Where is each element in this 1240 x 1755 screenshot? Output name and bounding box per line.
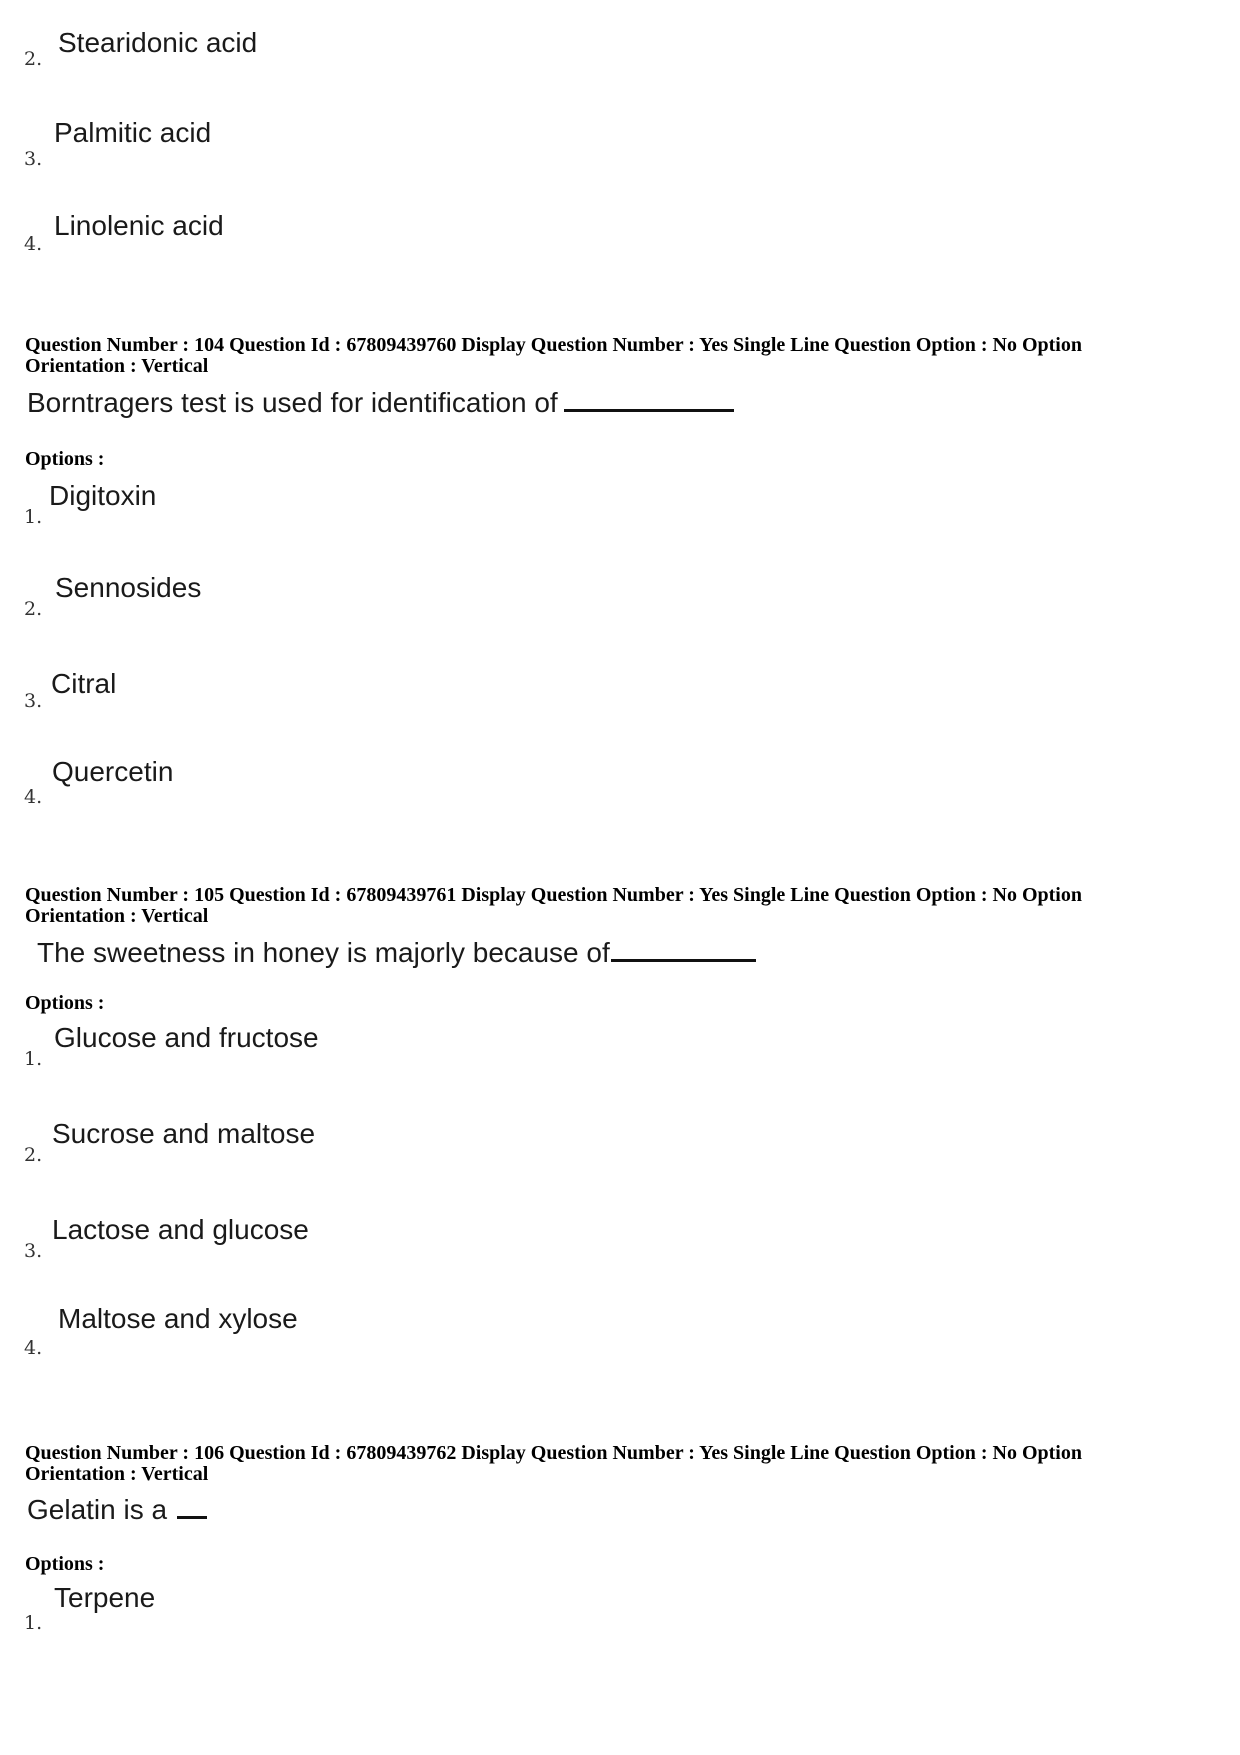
question-text: The sweetness in honey is majorly because of bbox=[37, 937, 610, 968]
prev-option-3 bbox=[0, 115, 700, 175]
option-number: 3. bbox=[24, 690, 43, 712]
option-text: Quercetin bbox=[52, 756, 174, 787]
q104-option-3[interactable] bbox=[0, 668, 700, 728]
option-text: Lactose and glucose bbox=[52, 1214, 309, 1245]
option-text: Palmitic acid bbox=[54, 117, 212, 148]
option-text: Stearidonic acid bbox=[58, 27, 258, 58]
option-text: Terpene bbox=[54, 1582, 156, 1613]
option-number: 4. bbox=[24, 233, 43, 255]
question-meta-105 bbox=[25, 885, 1205, 927]
q106-option-1[interactable] bbox=[0, 1582, 700, 1642]
question-meta-106 bbox=[25, 1443, 1205, 1485]
option-text: Sennosides bbox=[55, 572, 202, 603]
answer-blank bbox=[177, 1492, 207, 1519]
q104-option-1[interactable] bbox=[0, 480, 700, 540]
option-number: 1. bbox=[24, 1612, 43, 1634]
q105-option-4[interactable] bbox=[0, 1303, 700, 1363]
options-label: Options : bbox=[25, 448, 105, 470]
option-number: 3. bbox=[24, 148, 43, 170]
question-meta-line2: Orientation : Vertical bbox=[25, 355, 209, 377]
option-number: 1. bbox=[24, 506, 43, 528]
question-meta-line2: Orientation : Vertical bbox=[25, 1463, 209, 1485]
option-text: Sucrose and maltose bbox=[52, 1118, 316, 1149]
option-text: Digitoxin bbox=[49, 480, 157, 511]
options-label: Options : bbox=[25, 1553, 105, 1575]
prev-option-2 bbox=[0, 25, 700, 85]
question-meta-line1: Question Number : 106 Question Id : 67809439762 Display Question Number : Yes Single Line Question Option : No Option bbox=[25, 1442, 1082, 1464]
question-text: Borntragers test is used for identification of bbox=[27, 387, 558, 418]
answer-blank bbox=[611, 935, 756, 962]
question-text-106 bbox=[27, 1492, 207, 1526]
option-number: 1. bbox=[24, 1048, 43, 1070]
question-meta-line2: Orientation : Vertical bbox=[25, 905, 209, 927]
question-meta-104 bbox=[25, 335, 1205, 377]
option-number: 2. bbox=[24, 1144, 43, 1166]
option-text: Maltose and xylose bbox=[58, 1303, 298, 1334]
option-number: 4. bbox=[24, 786, 43, 808]
option-text: Linolenic acid bbox=[54, 210, 224, 241]
q104-option-2[interactable] bbox=[0, 572, 700, 632]
option-number: 2. bbox=[24, 48, 43, 70]
question-meta-line1: Question Number : 104 Question Id : 67809439760 Display Question Number : Yes Single Line Question Option : No Option bbox=[25, 334, 1082, 356]
q104-option-4[interactable] bbox=[0, 756, 700, 816]
option-number: 2. bbox=[24, 598, 43, 620]
q105-option-1[interactable] bbox=[0, 1022, 700, 1082]
q105-option-3[interactable] bbox=[0, 1214, 700, 1274]
option-text: Glucose and fructose bbox=[54, 1022, 319, 1053]
options-label: Options : bbox=[25, 992, 105, 1014]
option-number: 4. bbox=[24, 1337, 43, 1359]
question-meta-line1: Question Number : 105 Question Id : 67809439761 Display Question Number : Yes Single Line Question Option : No Option bbox=[25, 884, 1082, 906]
question-text: Gelatin is a bbox=[27, 1494, 168, 1525]
question-text-104 bbox=[27, 385, 734, 419]
prev-option-4 bbox=[0, 210, 700, 270]
option-text: Citral bbox=[51, 668, 117, 699]
answer-blank bbox=[564, 385, 734, 412]
option-number: 3. bbox=[24, 1240, 43, 1262]
question-text-105 bbox=[37, 935, 756, 969]
q105-option-2[interactable] bbox=[0, 1118, 700, 1178]
